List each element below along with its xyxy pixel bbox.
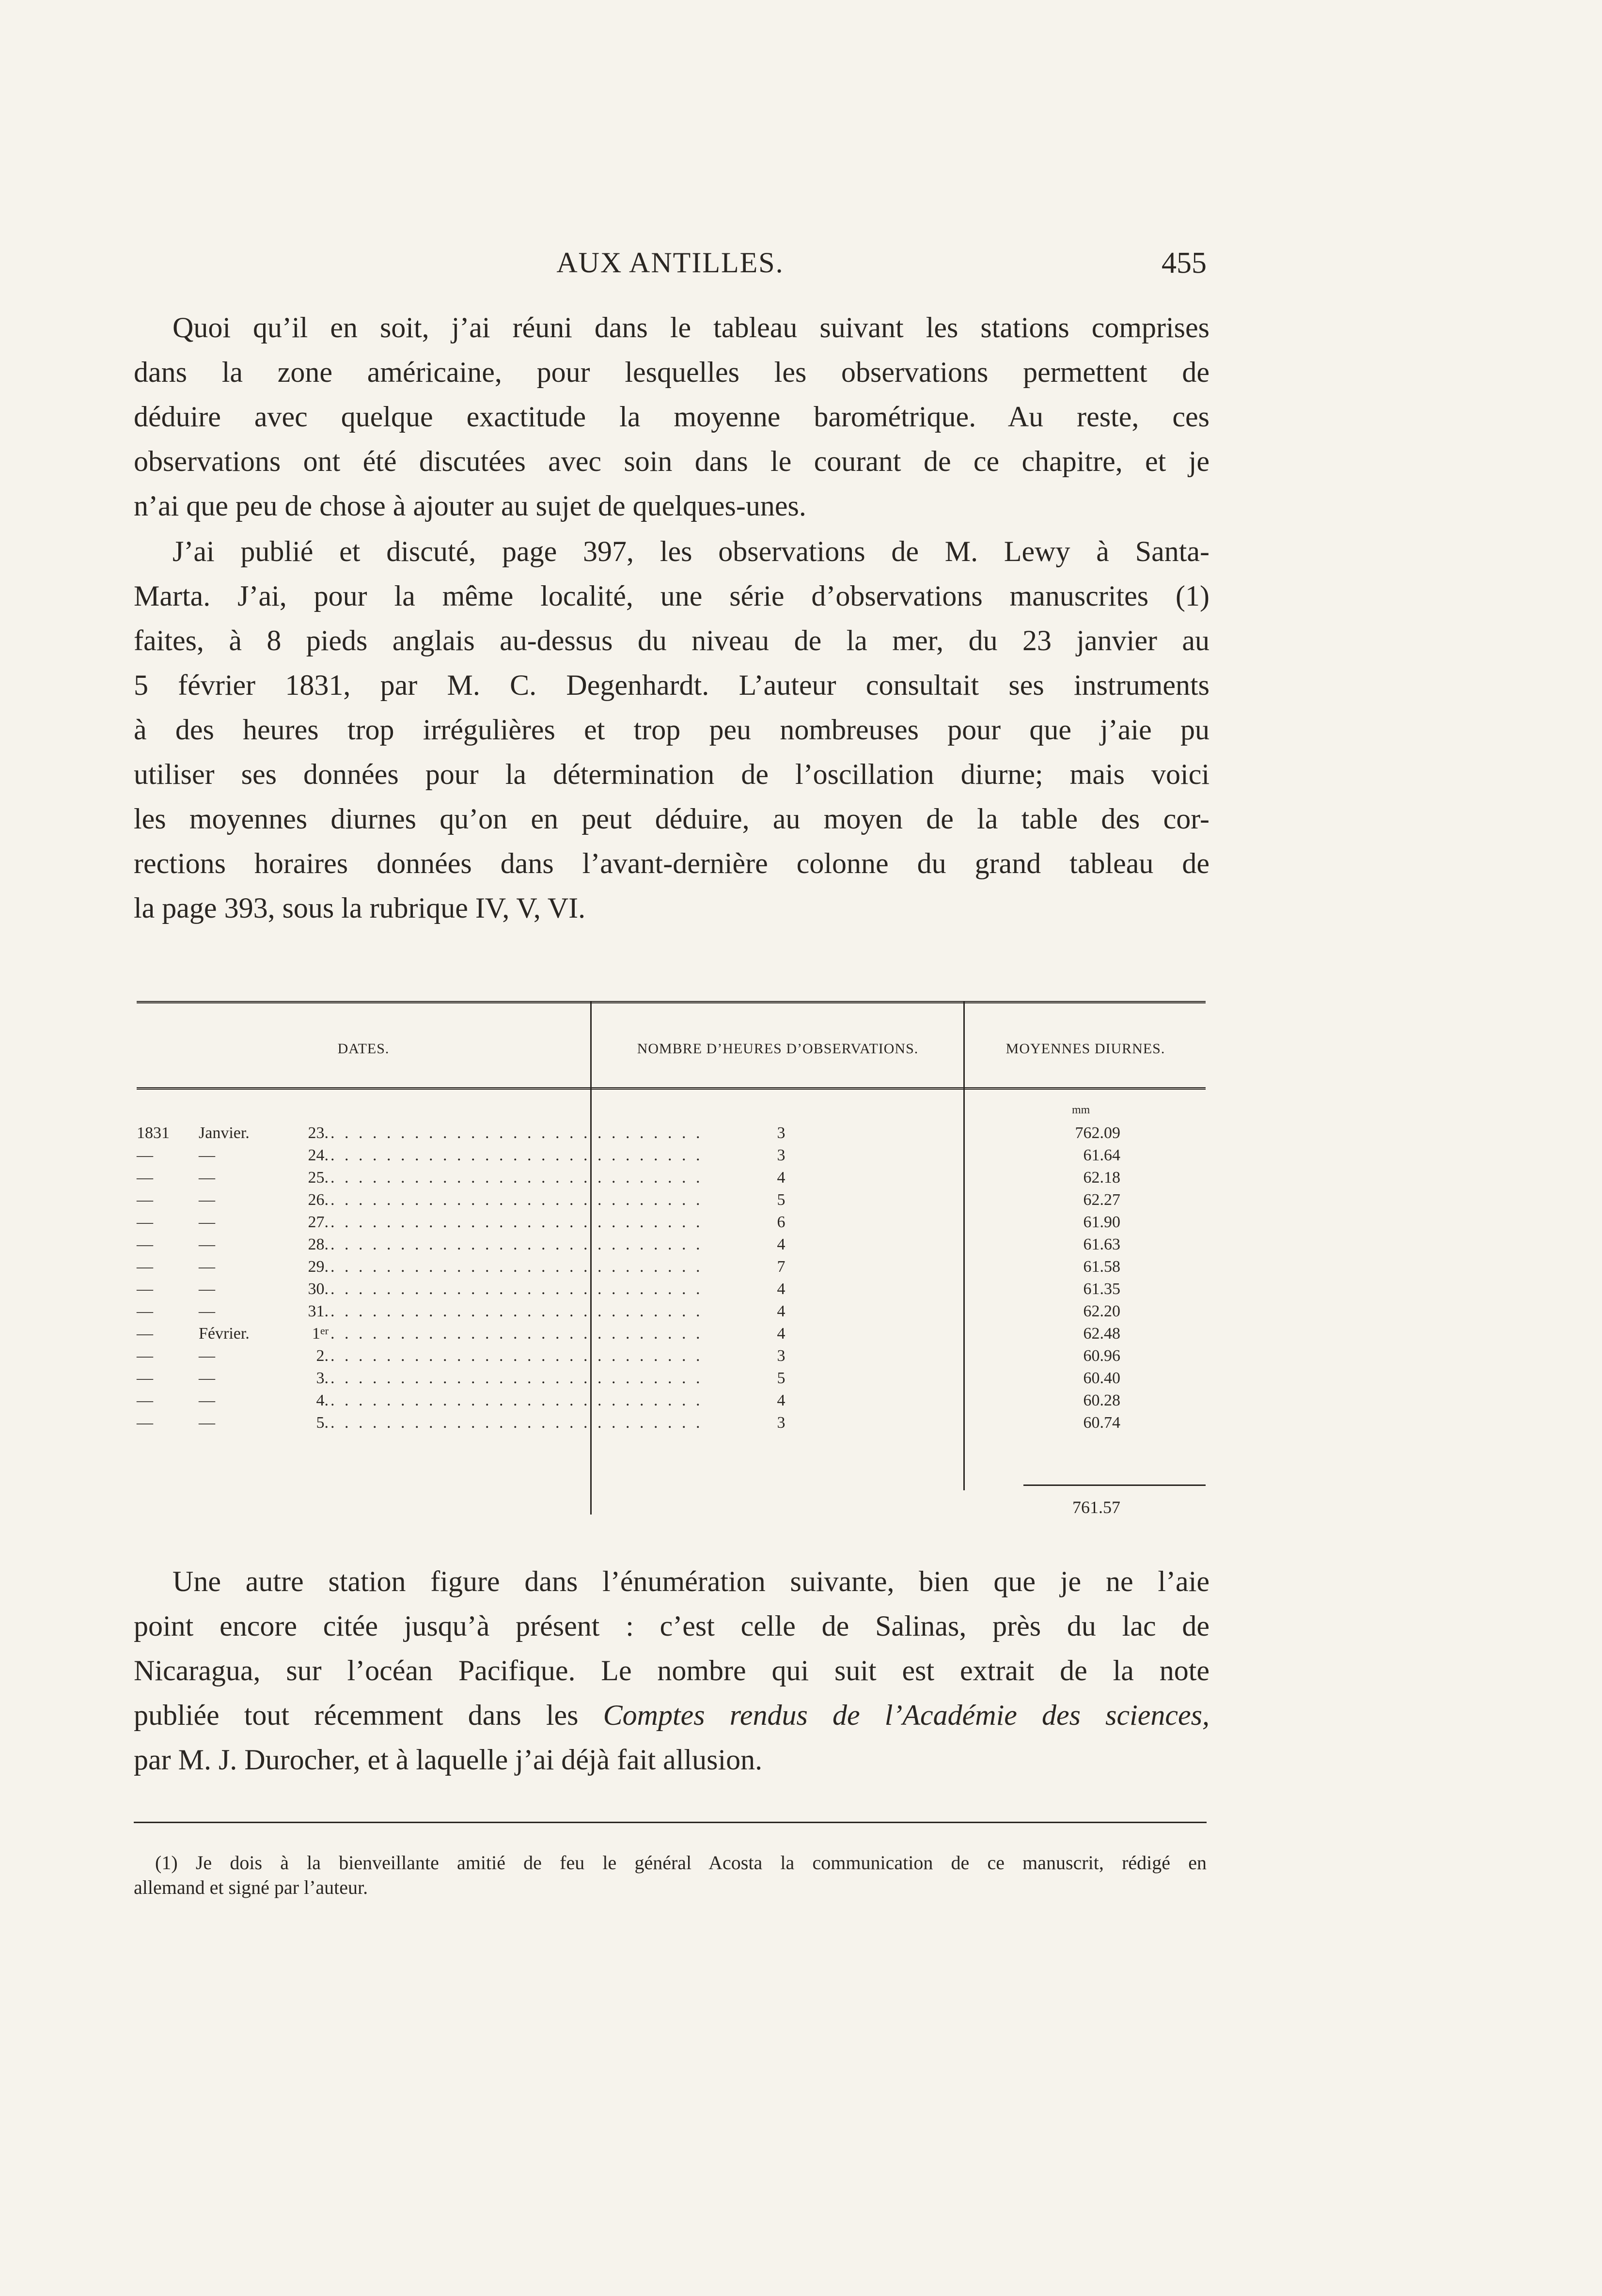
text-line: Quoi qu’il en soit, j’ai réuni dans le tableau suivant les stations comprises bbox=[173, 312, 1209, 344]
table-row bbox=[137, 1191, 1206, 1213]
day-number: 26. bbox=[308, 1191, 329, 1209]
day-number: 1 bbox=[312, 1325, 320, 1343]
running-header bbox=[134, 246, 1207, 285]
table-row bbox=[137, 1169, 1206, 1191]
text-line: Marta. J’ai, pour la même localité, une série d’observations manuscrites (1) bbox=[134, 580, 1209, 612]
month-cell: — bbox=[199, 1369, 215, 1387]
year-cell: — bbox=[137, 1235, 153, 1253]
text-line: faites, à 8 pieds anglais au-dessus du niveau de la mer, du 23 janvier au bbox=[134, 625, 1209, 656]
daily-mean-cell: 62.18 bbox=[1083, 1169, 1120, 1187]
year-cell: — bbox=[137, 1191, 153, 1209]
year-cell: — bbox=[137, 1302, 153, 1320]
hours-count-cell: 4 bbox=[777, 1235, 785, 1253]
year-cell: — bbox=[137, 1347, 153, 1365]
day-cell bbox=[282, 1414, 329, 1432]
column-header-dates: DATES. bbox=[337, 1041, 390, 1057]
column-header-means: MOYENNES DIURNES. bbox=[1005, 1041, 1165, 1057]
month-cell: Février. bbox=[199, 1325, 250, 1343]
text-line: observations ont été discutées avec soin dans le courant de ce chapitre, et je bbox=[134, 445, 1209, 477]
month-cell: — bbox=[199, 1169, 215, 1187]
year-cell: — bbox=[137, 1146, 153, 1164]
footnote-line: (1) Je dois à la bienveillante amitié de feu le général Acosta la communication de ce manuscrit, rédigé en bbox=[155, 1852, 1207, 1874]
day-number: 31. bbox=[308, 1302, 329, 1320]
hours-count-cell: 6 bbox=[777, 1213, 785, 1231]
month-cell: — bbox=[199, 1280, 215, 1298]
day-number: 3. bbox=[316, 1369, 329, 1387]
table-row bbox=[137, 1302, 1206, 1325]
day-cell bbox=[282, 1191, 329, 1209]
month-cell: — bbox=[199, 1213, 215, 1231]
table-row bbox=[137, 1325, 1206, 1347]
day-number: 5. bbox=[316, 1414, 329, 1432]
year-cell: — bbox=[137, 1369, 153, 1387]
table-row bbox=[137, 1258, 1206, 1280]
text-line bbox=[134, 1693, 1209, 1737]
leader-dots: . . . . . . . . . . . . . . . . . . . . . . . . . . . bbox=[330, 1347, 703, 1365]
text-line: n’ai que peu de chose à ajouter au sujet de quelques-unes. bbox=[134, 490, 806, 522]
day-cell bbox=[282, 1302, 329, 1321]
running-title: AUX ANTILLES. bbox=[556, 247, 784, 279]
text-line: Une autre station figure dans l’énumération suivante, bien que je ne l’aie bbox=[173, 1565, 1209, 1597]
month-cell: Janvier. bbox=[199, 1124, 250, 1142]
text-line: dans la zone américaine, pour lesquelles les observations permettent de bbox=[134, 356, 1209, 388]
month-cell: — bbox=[199, 1391, 215, 1409]
day-cell bbox=[282, 1391, 329, 1410]
daily-mean-cell: 61.63 bbox=[1083, 1235, 1120, 1253]
journal-title: Comptes rendus de l’Académie des sciences, bbox=[603, 1699, 1209, 1731]
day-number: 30. bbox=[308, 1280, 329, 1298]
daily-mean-cell: 62.48 bbox=[1083, 1325, 1120, 1343]
paragraph-santa-marta bbox=[134, 529, 1209, 930]
day-cell bbox=[282, 1124, 329, 1142]
footnote bbox=[155, 1850, 1207, 1876]
day-number: 28. bbox=[308, 1235, 329, 1253]
text-line: déduire avec quelque exactitude la moyenne barométrique. Au reste, ces bbox=[134, 401, 1209, 433]
table-row bbox=[137, 1213, 1206, 1235]
hours-count-cell: 7 bbox=[777, 1258, 785, 1276]
paragraph-salinas bbox=[134, 1559, 1209, 1782]
text-line: rections horaires données dans l’avant-dernière colonne du grand tableau de bbox=[134, 847, 1209, 879]
year-cell: — bbox=[137, 1169, 153, 1187]
text-line: les moyennes diurnes qu’on en peut déduire, au moyen de la table des cor- bbox=[134, 803, 1209, 835]
year-cell: 1831 bbox=[137, 1124, 170, 1142]
day-cell bbox=[282, 1258, 329, 1276]
day-number: 27. bbox=[308, 1213, 329, 1231]
month-cell: — bbox=[199, 1302, 215, 1320]
text-fragment: publiée tout récemment dans les bbox=[134, 1699, 603, 1731]
daily-mean-cell: 60.40 bbox=[1083, 1369, 1120, 1387]
table-header-rule bbox=[137, 1087, 1206, 1093]
month-cell: — bbox=[199, 1347, 215, 1365]
month-cell: — bbox=[199, 1191, 215, 1209]
year-cell: — bbox=[137, 1258, 153, 1276]
hours-count-cell: 4 bbox=[777, 1391, 785, 1409]
year-cell: — bbox=[137, 1213, 153, 1231]
daily-mean-cell: 61.58 bbox=[1083, 1258, 1120, 1276]
table-row bbox=[137, 1235, 1206, 1258]
month-cell: — bbox=[199, 1235, 215, 1253]
day-number: 4. bbox=[316, 1391, 329, 1409]
day-number: 29. bbox=[308, 1258, 329, 1276]
daily-mean-cell: 60.96 bbox=[1083, 1347, 1120, 1365]
leader-dots: . . . . . . . . . . . . . . . . . . . . . . . . . . . bbox=[330, 1369, 703, 1387]
hours-count-cell: 4 bbox=[777, 1325, 785, 1343]
table-top-rule bbox=[137, 1001, 1206, 1007]
unit-label: mm bbox=[1072, 1104, 1090, 1116]
leader-dots: . . . . . . . . . . . . . . . . . . . . . . . . . . . bbox=[330, 1235, 703, 1253]
day-number: 25. bbox=[308, 1169, 329, 1187]
day-number: 24. bbox=[308, 1146, 329, 1164]
text-line: J’ai publié et discuté, page 397, les observations de M. Lewy à Santa- bbox=[173, 535, 1209, 567]
leader-dots: . . . . . . . . . . . . . . . . . . . . . . . . . . . bbox=[330, 1124, 703, 1142]
daily-mean-cell: 762.09 bbox=[1075, 1124, 1120, 1142]
text-line: Nicaragua, sur l’océan Pacifique. Le nombre qui suit est extrait de la note bbox=[134, 1655, 1209, 1687]
hours-count-cell: 4 bbox=[777, 1280, 785, 1298]
day-cell bbox=[282, 1325, 329, 1343]
footnote-line: allemand et signé par l’auteur. bbox=[134, 1876, 368, 1898]
hours-count-cell: 3 bbox=[777, 1347, 785, 1365]
day-superscript: er bbox=[320, 1325, 329, 1337]
hours-count-cell: 3 bbox=[777, 1124, 785, 1142]
leader-dots: . . . . . . . . . . . . . . . . . . . . . . . . . . . bbox=[330, 1391, 703, 1409]
daily-mean-cell: 61.35 bbox=[1083, 1280, 1120, 1298]
year-cell: — bbox=[137, 1414, 153, 1432]
table-row bbox=[137, 1369, 1206, 1391]
daily-mean-cell: 62.27 bbox=[1083, 1191, 1120, 1209]
day-cell bbox=[282, 1280, 329, 1298]
column-header-hours: NOMBRE D’HEURES D’OBSERVATIONS. bbox=[637, 1041, 919, 1057]
text-line: utiliser ses données pour la détermination de l’oscillation diurne; mais voici bbox=[134, 758, 1209, 790]
day-cell bbox=[282, 1146, 329, 1165]
leader-dots: . . . . . . . . . . . . . . . . . . . . . . . . . . . bbox=[330, 1258, 703, 1276]
footnote-rule bbox=[134, 1822, 1207, 1823]
hours-count-cell: 3 bbox=[777, 1146, 785, 1164]
leader-dots: . . . . . . . . . . . . . . . . . . . . . . . . . . . bbox=[330, 1302, 703, 1320]
month-cell: — bbox=[199, 1146, 215, 1164]
text-line: la page 393, sous la rubrique IV, V, VI. bbox=[134, 892, 586, 924]
year-cell: — bbox=[137, 1325, 153, 1343]
day-number: 23. bbox=[308, 1124, 329, 1142]
hours-count-cell: 4 bbox=[777, 1169, 785, 1187]
leader-dots: . . . . . . . . . . . . . . . . . . . . . . . . . . . bbox=[330, 1414, 703, 1432]
daily-mean-cell: 60.74 bbox=[1083, 1414, 1120, 1432]
month-cell: — bbox=[199, 1258, 215, 1276]
day-number: 2. bbox=[316, 1347, 329, 1365]
table-row bbox=[137, 1414, 1206, 1436]
day-cell bbox=[282, 1347, 329, 1365]
daily-mean-cell: 61.90 bbox=[1083, 1213, 1120, 1231]
daily-mean-cell: 61.64 bbox=[1083, 1146, 1120, 1164]
leader-dots: . . . . . . . . . . . . . . . . . . . . . . . . . . . bbox=[330, 1325, 703, 1343]
text-line: à des heures trop irrégulières et trop peu nombreuses pour que j’aie pu bbox=[134, 714, 1209, 746]
day-cell bbox=[282, 1213, 329, 1232]
hours-count-cell: 4 bbox=[777, 1302, 785, 1320]
hours-count-cell: 5 bbox=[777, 1369, 785, 1387]
day-cell bbox=[282, 1169, 329, 1187]
leader-dots: . . . . . . . . . . . . . . . . . . . . . . . . . . . bbox=[330, 1169, 703, 1187]
observations-table bbox=[137, 1001, 1206, 1529]
year-cell: — bbox=[137, 1391, 153, 1409]
leader-dots: . . . . . . . . . . . . . . . . . . . . . . . . . . . bbox=[330, 1146, 703, 1164]
table-row bbox=[137, 1146, 1206, 1169]
table-row bbox=[137, 1124, 1206, 1146]
day-cell bbox=[282, 1369, 329, 1388]
hours-count-cell: 5 bbox=[777, 1191, 785, 1209]
daily-mean-cell: 60.28 bbox=[1083, 1391, 1120, 1409]
leader-dots: . . . . . . . . . . . . . . . . . . . . . . . . . . . bbox=[330, 1191, 703, 1209]
page-number: 455 bbox=[1162, 247, 1207, 280]
mean-value: 761.57 bbox=[1072, 1498, 1120, 1517]
daily-mean-cell: 62.20 bbox=[1083, 1302, 1120, 1320]
leader-dots: . . . . . . . . . . . . . . . . . . . . . . . . . . . bbox=[330, 1213, 703, 1231]
text-line: point encore citée jusqu’à présent : c’est celle de Salinas, près du lac de bbox=[134, 1610, 1209, 1642]
leader-dots: . . . . . . . . . . . . . . . . . . . . . . . . . . . bbox=[330, 1280, 703, 1298]
paragraph-intro bbox=[134, 305, 1209, 528]
hours-count-cell: 3 bbox=[777, 1414, 785, 1432]
text-line: par M. J. Durocher, et à laquelle j’ai déjà fait allusion. bbox=[134, 1744, 763, 1776]
year-cell: — bbox=[137, 1280, 153, 1298]
table-row bbox=[137, 1280, 1206, 1302]
sum-rule bbox=[1023, 1484, 1206, 1486]
month-cell: — bbox=[199, 1414, 215, 1432]
day-cell bbox=[282, 1235, 329, 1254]
text-line: 5 février 1831, par M. C. Degenhardt. L’auteur consultait ses instruments bbox=[134, 669, 1209, 701]
table-row bbox=[137, 1391, 1206, 1414]
table-row bbox=[137, 1347, 1206, 1369]
